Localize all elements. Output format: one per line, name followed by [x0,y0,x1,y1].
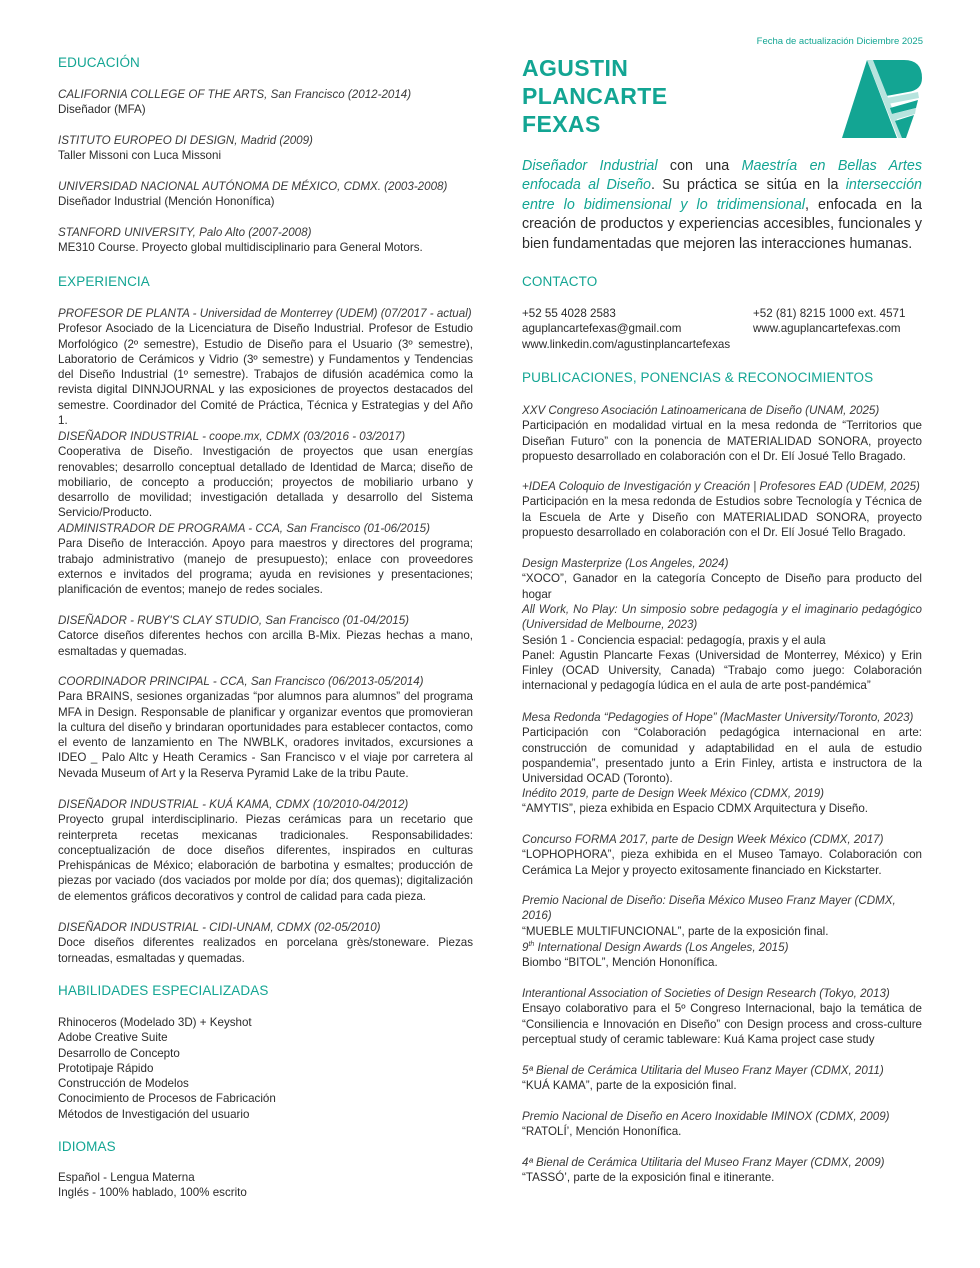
publication-item [522,403,922,464]
experience-item [58,429,473,521]
skill-item: Construcción de Modelos [58,1077,189,1091]
publication-title: Concurso FORMA 2017, parte de Design Week México (CDMX, 2017) [522,833,884,846]
profile-summary [522,157,922,254]
experience-item [58,613,473,659]
job-description: Cooperativa de Diseño. Investigación de proyectos que usan energías renovables; desarrollo conceptual detallado de Identidad de Marca; diseño de mobiliario, de concepto a producción; proyectos de mobiliario urbano y desarrollo de movilidad; investigación detallada y desarrollo del Sistema Servicio/Producto. [58,445,473,520]
summary-text: con una [657,158,742,174]
skill-item: Conocimiento de Procesos de Fabricación [58,1092,276,1106]
publication-description: “MUEBLE MULTIFUNCIONAL”, parte de la exposición final. [522,924,829,938]
publication-description: Participación en modalidad virtual en la mesa redonda de “Territorios que Diseñan Futuro” con la ponencia de MATERIALIDAD SONORA, proyecto propuesto desarrollado en colaboración con el Dr. Elí Josué Tello Bragado. [522,419,922,463]
publication-item [522,893,922,939]
job-description: Profesor Asociado de la Licenciatura de Diseño Industrial. Profesor de Estudio Morfológico (2º semestre), Estudio de Diseño para el Usuario (3º semestre), Laboratorio de Cerámicos y Vidrio (3º semestre) y Fundamentos y Tendencias del Diseño Industrial (1º semestre). Trabajos de difusión académica como la revista digital DINNJOURNAL y las exposiciones de proyectos destacados del semestre. Coordinador del Comité de Práctica, Técnica y Estrategias y del Año 1. [58,322,473,428]
publication-item [522,1155,922,1186]
summary-highlight: Maestría en Bellas Artes enfocada al Diseño [522,158,923,194]
publication-description: Participación con “Colaboración pedagógica internacional en arte: construcción de comunidad y adaptabilidad en el aula de estudio pospandemia”, presentado junto a Erin Finley, artista e instructora de la Universidad OCAD (Toronto). [522,726,922,786]
publication-title: All Work, No Play: Un simposio sobre pedagogía y el imaginario pedagógico (Universidad de Melbourne, 2023) [522,603,922,632]
ordinal-number: 9 [522,941,529,954]
institution-detail: (2003-2008) [380,180,448,193]
publication-description: Ensayo colaborativo para el 5º Congreso Internacional, bajo la temática de “Consiliencia e Innovación en Diseño” con Design process and cross-culture perceptual study of ceramic tableware: Kuá Kama project case study [522,1002,922,1046]
linkedin-link[interactable]: www.linkedin.com/agustinplancartefexas [522,337,731,351]
publication-session: Sesión 1 - Conciencia espacial: pedagogía, praxis y el aula [522,633,826,647]
publication-item [522,1063,922,1094]
publication-title: Premio Nacional de Diseño en Acero Inoxidable IMINOX (CDMX, 2009) [522,1110,890,1123]
publication-item [522,556,922,602]
institution-detail: Palo Alto (2007-2008) [195,226,312,239]
publication-item [522,940,922,971]
job-title: PROFESOR DE PLANTA - Universidad de Monterrey (UDEM) (07/2017 - actual) [58,307,472,320]
experience-item [58,674,473,781]
skill-item: Prototipaje Rápido [58,1061,154,1075]
section-title-contact: CONTACTO [522,274,598,289]
degree: Diseñador (MFA) [58,103,146,117]
publication-description: “XOCO”, Ganador en la categoría Concepto de Diseño para producto del hogar [522,572,922,601]
publication-description: Biombo “BITOL”, Mención Hononífica. [522,956,718,970]
job-title: ADMINISTRADOR DE PROGRAMA - CCA, San Francisco (01-06/2015) [58,522,430,535]
education-item [58,225,478,256]
publication-item [522,710,922,786]
language-item: Inglés - 100% hablado, 100% escrito [58,1186,247,1200]
job-title: DISEÑADOR INDUSTRIAL - CIDI-UNAM, CDMX (02-05/2010) [58,921,381,934]
contact-right [753,306,905,337]
name-line-first: AGUSTIN [522,55,629,81]
job-description: Para BRAINS, sesiones organizadas “por alumnos para alumnos” del programa MFA in Design. Responsable de planificar y organizar eventos que promovieran la cultura del diseño y brindaran oportunidades para establecer contactos, como el evento de lanzamiento en The NWBLK, oradores invitados, excursiones a IDEO _ Palo Altc y Heath Ceramics - San Francisco v el viaje por carretera al Nevada Museum of Art y la Reserva Pyramid Lake de la tribu Paute. [58,690,473,780]
publication-item [522,1109,922,1140]
section-title-experience: EXPERIENCIA [58,274,150,289]
publication-description: “AMYTIS”, pieza exhibida en Espacio CDMX Arquitectura y Diseño. [522,802,869,816]
experience-item [58,797,473,904]
job-description: Catorce diseños diferentes hechos con arcilla B-Mix. Piezas hechas a mano, esmaltadas y quemadas. [58,629,473,658]
section-title-skills: HABILIDADES ESPECIALIZADAS [58,983,269,998]
publication-item [522,832,922,878]
name-line-last: FEXAS [522,111,601,137]
section-title-languages: IDIOMAS [58,1139,116,1154]
publication-title: Design Masterprize (Los Angeles, 2024) [522,557,729,570]
page-title [522,54,667,138]
summary-text: , enfocada en la creación de productos y experiencias accesibles, funcionales y bien fundamentadas que mejoren las interacciones humanas. [522,196,923,252]
publication-item [522,479,922,540]
institution-name: CALIFORNIA COLLEGE OF THE ARTS, [58,88,268,101]
institution-name: STANFORD UNIVERSITY, [58,226,196,239]
name-line-middle: PLANCARTE [522,83,668,109]
skill-item: Desarrollo de Concepto [58,1046,180,1060]
publication-title: Mesa Redonda “Pedagogies of Hope” (MacMaster University/Toronto, 2023) [522,711,914,724]
education-item [58,179,478,210]
publication-description: Panel: Agustin Plancarte Fexas (Universidad de Monterrey, México) y Erin Finley (OCAD University, Canada) “Trabajo como juego: Colaboración internacional y pedagogía lúdica en el aula de arte post-pandémica” [522,648,922,693]
publication-title: Premio Nacional de Diseño: Diseña México Museo Franz Mayer (CDMX, 2016) [522,894,896,923]
degree: ME310 Course. Proyecto global multidisciplinario para General Motors. [58,241,423,255]
publication-item [522,986,922,1047]
ordinal-suffix: th [528,941,535,949]
education-item [58,133,478,164]
skill-item: Métodos de Investigación del usuario [58,1107,250,1121]
update-date: Fecha de actualización Diciembre 2025 [756,36,923,47]
ap-monogram-logo-icon [842,58,922,140]
phone-office-link[interactable]: +52 (81) 8215 1000 ext. 4571 [753,307,906,320]
language-item: Español - Lengua Materna [58,1171,195,1184]
publication-title: 4ª Bienal de Cerámica Utilitaria del Museo Franz Mayer (CDMX, 2009) [522,1156,885,1169]
phone-mobile-link[interactable]: +52 55 4028 2583 [522,307,616,320]
experience-item [58,521,473,597]
publication-title: +IDEA Coloquio de Investigación y Creación | Profesores EAD (UDEM, 2025) [522,480,920,493]
skills-list [58,1015,473,1122]
publication-description: “TASSÓ’, parte de la exposición final e itinerante. [522,1171,775,1185]
languages-list [58,1170,473,1201]
publication-description: “KUÁ KAMA”, parte de la exposición final. [522,1079,737,1093]
degree: Diseñador Industrial (Mención Hononífica) [58,195,275,209]
publication-item [522,602,922,694]
publication-description: “LOPHOPHORA”, pieza exhibida en el Museo Tamayo. Colaboración con Cerámica La Mejor y proyecto exitosamente financiado en Kickstarter. [522,848,922,877]
job-title: DISEÑADOR INDUSTRIAL - coope.mx, CDMX (03/2016 - 03/2017) [58,430,406,443]
job-title: COORDINADOR PRINCIPAL - CCA, San Francisco (06/2013-05/2014) [58,675,424,688]
summary-highlight: intersección entre lo bidimensional y lo tridimensional [522,177,923,213]
publication-description: “RATOLÍ’, Mención Hononífica. [522,1125,682,1139]
contact-left [522,306,730,352]
job-title: DISEÑADOR - RUBY'S CLAY STUDIO, San Francisco (01-04/2015) [58,614,409,627]
publication-title: 5ª Bienal de Cerámica Utilitaria del Museo Franz Mayer (CDMX, 2011) [522,1064,884,1077]
institution-name: ISTITUTO EUROPEO DI DESIGN, [58,134,238,147]
email-link[interactable]: aguplancartefexas@gmail.com [522,322,682,336]
summary-text: . Su práctica se sitúa en la [651,177,846,194]
degree: Taller Missoni con Luca Missoni [58,149,222,163]
job-title: DISEÑADOR INDUSTRIAL - KUÁ KAMA, CDMX (10/2010-04/2012) [58,798,409,811]
section-title-education: EDUCACIÓN [58,55,140,70]
job-description: Doce diseños diferentes realizados en porcelana grès/stoneware. Piezas torneadas, esmaltadas y quemadas. [58,936,473,965]
website-link[interactable]: www.aguplancartefexas.com [753,322,901,336]
skill-item: Rhinoceros (Modelado 3D) + Keyshot [58,1016,252,1029]
publication-description: Participación en la mesa redonda de Estudios sobre Tecnología y Técnica de la Escuela de Arte y Diseño con MATERIALIDAD SONORA, proyecto propuesto desarrollado en colaboración con el Dr. Elí Josué Tello Bragado. [522,495,922,539]
education-item [58,87,478,118]
publication-title: Inédito 2019, parte de Design Week México (CDMX, 2019) [522,787,825,800]
job-description: Proyecto grupal interdisciplinario. Piezas cerámicas para un recetario que reinterpreta recetas mexicanas tradicionales. Responsabilidades: conceptualización de doce diseños diferentes, inspirados en culturas Prehispánicas de México; elaboración de barbotina y esmaltes; producción de piezas por vaciado (dos vaciados por molde por día; dos quemas); digitalización de elementos gráficos decorativos y control de calidad para cada pieza. [58,813,473,903]
job-description: Para Diseño de Interacción. Apoyo para maestros y directores del programa; trabajo administrativo (manejo de presupuesto); enlace con proveedores externos e invitados del programa; ayuda en revisiones y presentaciones; planificación de eventos; manejo de redes sociales. [58,537,473,597]
publication-title: XXV Congreso Asociación Latinoamericana de Diseño (UNAM, 2025) [522,404,880,417]
publication-item [522,786,922,817]
experience-item [58,306,473,428]
publication-title: Interantional Association of Societies of Design Research (Tokyo, 2013) [522,987,890,1000]
publication-title: International Design Awards (Los Angeles, 2015) [534,941,789,954]
institution-detail: San Francisco (2012-2014) [267,88,412,101]
experience-item [58,920,473,966]
summary-highlight: Diseñador Industrial [522,158,658,174]
institution-detail: Madrid (2009) [237,134,313,147]
skill-item: Adobe Creative Suite [58,1031,168,1045]
section-title-publications: PUBLICACIONES, PONENCIAS & RECONOCIMIENTOS [522,370,874,385]
institution-name: UNIVERSIDAD NACIONAL AUTÓNOMA DE MÉXICO, CDMX. [58,180,381,193]
